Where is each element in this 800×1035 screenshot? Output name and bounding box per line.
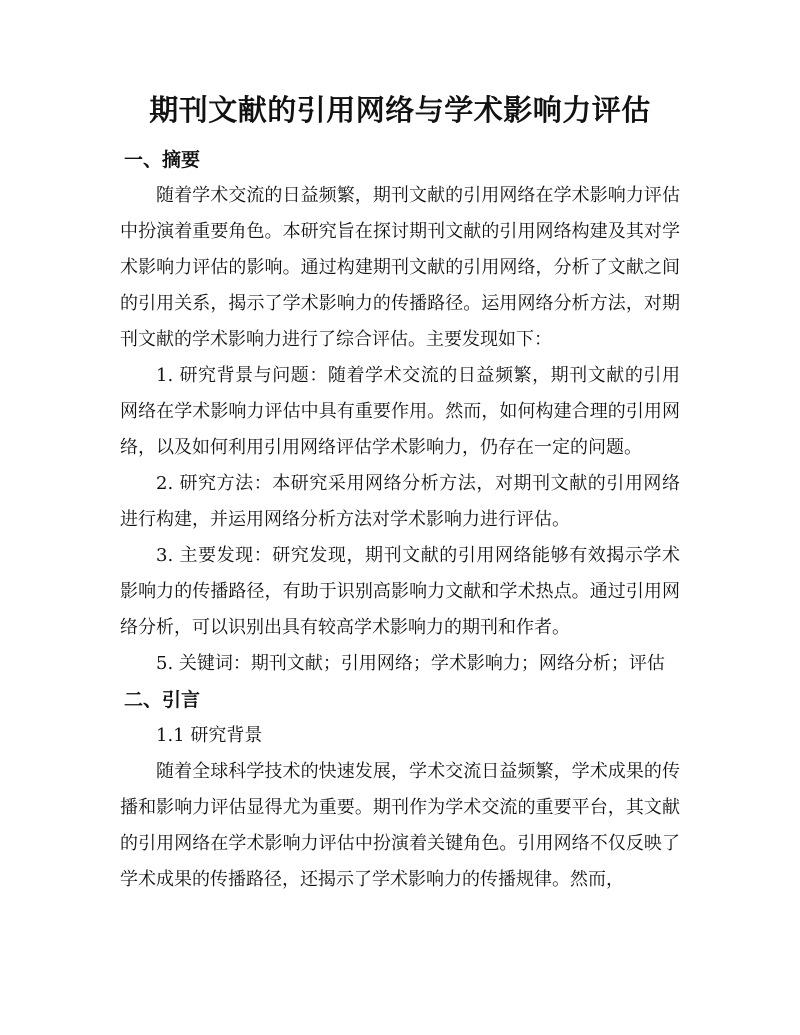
section-heading-abstract: 一、摘要: [124, 149, 201, 171]
abstract-item-3: 3. 主要发现：研究发现，期刊文献的引用网络能够有效揭示学术影响力的传播路径，有助于识别高影响力文献和学术热点。通过引用网络分析，可以识别出具有较高学术影响力的期刊和作者。: [120, 545, 680, 638]
abstract-item-2: 2. 研究方法：本研究采用网络分析方法，对期刊文献的引用网络进行构建，并运用网络分析方法对学术影响力进行评估。: [120, 473, 680, 530]
page-title: 期刊文献的引用网络与学术影响力评估: [149, 93, 651, 127]
section-heading-intro: 二、引言: [124, 689, 201, 711]
abstract-intro-paragraph: 随着学术交流的日益频繁，期刊文献的引用网络在学术影响力评估中扮演着重要角色。本研究旨在探讨期刊文献的引用网络构建及其对学术影响力评估的影响。通过构建期刊文献的引用网络，分析了文献之间的引用关系，揭示了学术影响力的传播路径。运用网络分析方法，对期刊文献的学术影响力进行了综合评估。主要发现如下：: [120, 185, 680, 350]
document-body: [120, 142, 680, 898]
abstract-keywords: 5. 关键词：期刊文献；引用网络；学术影响力；网络分析；评估: [156, 653, 665, 674]
subsection-heading-background: 1.1 研究背景: [156, 725, 263, 746]
abstract-item-1: 1. 研究背景与问题：随着学术交流的日益频繁，期刊文献的引用网络在学术影响力评估中具有重要作用。然而，如何构建合理的引用网络，以及如何利用引用网络评估学术影响力，仍存在一定的问题。: [120, 365, 680, 458]
intro-paragraph-1: 随着全球科学技术的快速发展，学术交流日益频繁，学术成果的传播和影响力评估显得尤为重要。期刊作为学术交流的重要平台，其文献的引用网络在学术影响力评估中扮演着关键角色。引用网络不仅反映了学术成果的传播路径，还揭示了学术影响力的传播规律。然而，: [120, 761, 680, 890]
